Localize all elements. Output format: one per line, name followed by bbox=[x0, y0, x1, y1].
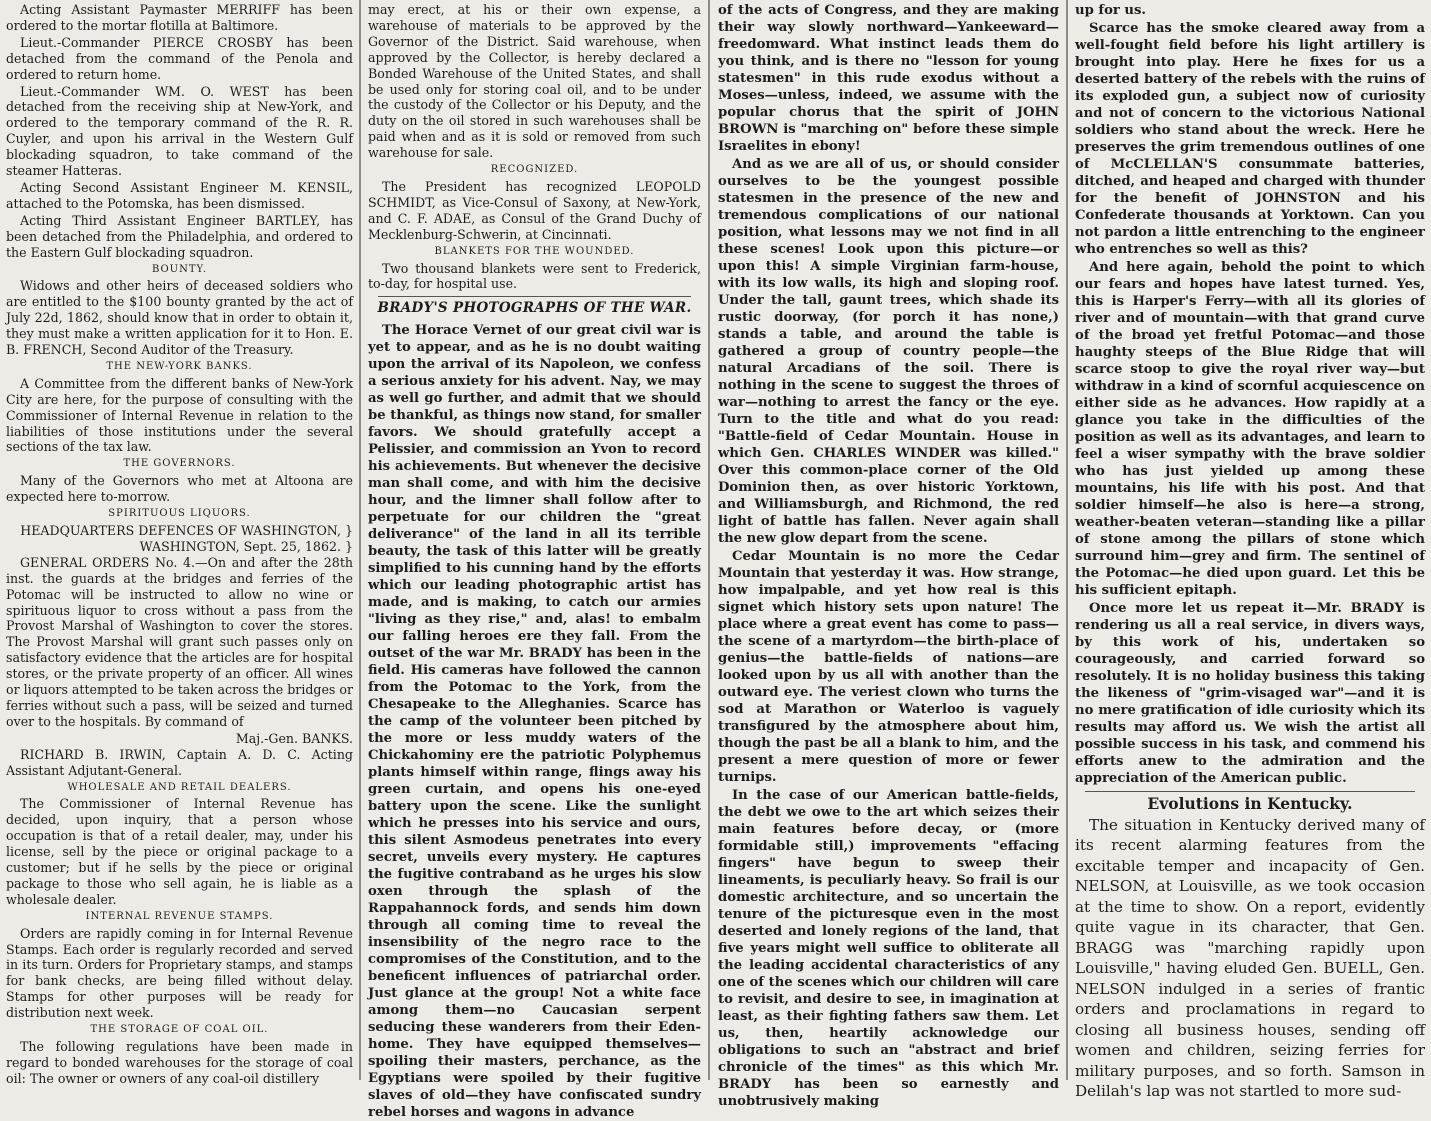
section-heading-governors: THE GOVERNORS. bbox=[123, 458, 236, 470]
article-paragraph: Two thousand blankets were sent to Frederick, to-day, for hospital use. bbox=[368, 260, 701, 292]
article-paragraph: Lieut.-Commander WM. O. WEST has been detached from the receiving ship at New-York, and ordered to the temporary command of the R. R. Cuyler, and upon his arrival in the Western Gulf blockading squadron, to take command of the steamer Hatteras. bbox=[6, 83, 353, 179]
column-3 bbox=[712, 0, 1065, 1109]
article-paragraph: The Commissioner of Internal Revenue has decided, upon inquiry, that a person whose occupation is that of a retail dealer, may, under his license, sell by the piece or original package to a customer; but if he sells by the piece or original package to those who sell again, he is liable as a wholesale dealer. bbox=[6, 796, 353, 907]
section-divider bbox=[1085, 791, 1415, 792]
article-paragraph: And as we are all of us, or should consider ourselves to be the youngest possible statesmen in the presence of the new and tremendous complications of our national position, what lessons may we not find in all these scenes! Look upon this picture—or upon this! A simple Virginian farm-house, with its low walls, its high and sloping roof. Under the tall, gaunt trees, which shade its rustic doorway, (for porch it has none,) stands a table, and around the table is gathered a group of country people—the natural Arcadians of the soil. There is nothing in the scene to suggest the throes of war—nothing to arrest the fancy or the eye. Turn to the title and what do you read: "Battle-field of Cedar Mountain. House in which Gen. CHARLES WINDER was killed." Over this common-place corner of the Old Dominion then, as over historic Yorktown, and Williamsburgh, and Richmond, the red light of battle has fallen. Never again shall the new glow depart from the scene. bbox=[718, 157, 1059, 546]
article-paragraph: up for us. bbox=[1075, 3, 1147, 18]
article-paragraph: Scarce has the smoke cleared away from a well-fought field before his light artillery is brought into play. Here he fixes for us a deserted battery of the rebels with the ruins of its exploded gun, a subject now of curiosity and not of concern to the victorious National soldiers who stand about the wreck. Here he preserves the grim tremendous outlines of one of McCLELLAN'S consummate batteries, ditched, and heaped and charged with thunder for the benefit of JOHNSTON and his Confederate thousands at Yorktown. Can you not pardon a little entrenching to the engineer who entrenches so well as this? bbox=[1075, 21, 1425, 257]
section-heading-coal-oil: THE STORAGE OF COAL OIL. bbox=[90, 1024, 269, 1036]
column-4 bbox=[1069, 0, 1431, 1101]
section-heading-stamps: INTERNAL REVENUE STAMPS. bbox=[85, 910, 274, 922]
article-paragraph: Acting Second Assistant Engineer M. KENSIL, attached to the Potomska, has been dismissed. bbox=[6, 179, 353, 211]
article-body-brady-continued bbox=[1075, 2, 1425, 787]
article-paragraph: Widows and other heirs of deceased soldiers who are entitled to the $100 bounty granted by the act of July 22d, 1862, should know that in order to obtain it, they must make a written application for it to Hon. E. B. FRENCH, Second Auditor of the Treasury. bbox=[6, 278, 353, 358]
column-rule bbox=[359, 0, 361, 1080]
article-paragraph: The President has recognized LEOPOLD SCHMIDT, as Vice-Consul of Saxony, at New-York, and C. F. ADAE, as Consul of the Grand Duchy of Mecklenburg-Schwerin, at Cincinnati. bbox=[368, 178, 701, 242]
dateline-line: WASHINGTON, Sept. 25, 1862. } bbox=[139, 538, 353, 554]
article-title-brady: BRADY'S PHOTOGRAPHS OF THE WAR. bbox=[377, 300, 692, 317]
article-paragraph: The following regulations have been made in regard to bonded warehouses for the storage of coal oil: The owner or owners of any coal-oil distillery bbox=[6, 1039, 353, 1086]
section-heading-dealers: WHOLESALE AND RETAIL DEALERS. bbox=[67, 781, 292, 793]
article-paragraph: Orders are rapidly coming in for Internal Revenue Stamps. Each order is regularly recorded and served in its turn. Orders for Proprietary stamps, and stamps for bank checks, are being filled without delay. Stamps for other purposes will be ready for distribution next week. bbox=[6, 925, 353, 1021]
article-paragraph: In the case of our American battle-fields, the debt we owe to the art which seizes their main features before decay, or (more formidable still,) improvements "effacing fingers" have begun to sweep their lineaments, is peculiarly heavy. So frail is our domestic architecture, and so uncertain the tenure of the picturesque even in the most deserted and lonely regions of the land, that five years might well suffice to obliterate all the leading accidental characteristics of any one of the scenes which our children will care to revisit, and desire to see, in imagination at least, as their fighting fathers saw them. Let us, then, heartily acknowledge our obligations to such an "abstract and brief chronicle of the times" as this which Mr. BRADY has been so earnestly and unobtrusively making bbox=[718, 788, 1059, 1109]
article-title-kentucky: Evolutions in Kentucky. bbox=[1147, 794, 1353, 813]
section-heading-recognized: RECOGNIZED. bbox=[490, 164, 579, 176]
article-paragraph: The Horace Vernet of our great civil war is yet to appear, and as he is no doubt waiting upon the arrival of its Napoleon, we confess a serious anxiety for his advent. Nay, we may as well go further, and admit that we should be thankful, as things now stand, for smaller favors. We should gratefully accept a Pelissier, and commission an Yvon to record his achievements. But whenever the decisive man shall come, and with him the decisive hour, and the limner shall follow after to perpetuate for our children the "great deliverance" of the land in all its terrible beauty, the task of this latter will be greatly simplified to his cunning hand by the efforts which our leading photographic artist has made, and is making, to catch our armies "living as they rise," and, alas! to embalm our falling heroes ere they fall. From the outset of the war Mr. BRADY has been in the field. His cameras have followed the cannon from the Potomac to the York, from the Chesapeake to the Alleghanies. Scarce has the camp of the volunteer been pitched by the more or less muddy waters of the Chickahominy ere the patriotic Polyphemus plants himself within range, flings away his green curtain, and opens his one-eyed battery upon the scene. Like the sunlight which he presses into his service and ours, this silent Asmodeus penetrates into every secret, unveils every mystery. He captures the fugitive contraband as he urges his slow oxen through the splash of the Rappahannock fords, and sends him down through all coming time to reveal the insensibility of the negro race to the compromises of the Constitution, and to the beneficent influences of patriarchal order. Just glance at the group! Not a white face among them—no Caucasian serpent seducing these wanderers from their Eden-home. They have equipped themselves—spoiling their masters, perchance, as the Egyptians were spoiled by their fugitive slaves of old—they have confiscated sundry rebel horses and wagons in advance bbox=[368, 323, 701, 1121]
article-paragraph: RICHARD B. IRWIN, Captain A. D. C. Acting Assistant Adjutant-General. bbox=[6, 746, 353, 778]
section-heading-bounty: BOUNTY. bbox=[151, 263, 208, 275]
article-paragraph: Once more let us repeat it—Mr. BRADY is rendering us all a real service, in divers ways, by this work of his, undertaken so courageously, and carried forward so resolutely. It is no holiday business this taking the likeness of "grim-visaged war"—and it is no mere gratification of idle curiosity which its results may afford us. We wish the artist all possible success in his task, and commend his efforts anew to the admiration and the appreciation of the American public. bbox=[1075, 601, 1425, 786]
article-paragraph: A Committee from the different banks of New-York City are here, for the purpose of consulting with the Commissioner of Internal Revenue in relation to the liabilities of those institutions under the several sections of the tax law. bbox=[6, 375, 353, 455]
column-1 bbox=[0, 0, 359, 1086]
article-paragraph: The situation in Kentucky derived many of its recent alarming features from the excitable temper and incapacity of Gen. NELSON, at Louisville, as we took occasion at the time to show. On a report, evidently quite vague in its character, that Gen. BRAGG was "marching rapidly upon Louisville," having eluded Gen. BUELL, Gen. NELSON indulged in a series of frantic orders and proclamations in regard to closing all business houses, sending off women and children, seizing ferries for military purposes, and so forth. Samson in Delilah's lap was not startled to more sud- bbox=[1075, 815, 1425, 1101]
article-paragraph: may erect, at his or their own expense, a warehouse of materials to be approved by the Governor of the District. Said warehouse, when approved by the Collector, is hereby declared a Bonded Warehouse of the United States, and shall be used only for storing coal oil, and to be under the custody of the Collector or his Deputy, and the duty on the oil stored in such warehouses shall be paid when and as it is sold or removed from such warehouse for sale. bbox=[368, 2, 701, 161]
section-heading-banks: THE NEW-YORK BANKS. bbox=[106, 360, 253, 372]
column-rule bbox=[708, 0, 710, 1080]
article-paragraph: Acting Third Assistant Engineer BARTLEY, has been detached from the Philadelphia, and ordered to the Eastern Gulf blockading squadron. bbox=[6, 212, 353, 260]
section-heading-liquors: SPIRITUOUS LIQUORS. bbox=[108, 508, 251, 520]
article-paragraph: Acting Assistant Paymaster MERRIFF has been ordered to the mortar flotilla at Baltimore. bbox=[6, 2, 353, 33]
signature: Maj.-Gen. BANKS. bbox=[235, 730, 353, 746]
article-paragraph: of the acts of Congress, and they are making their way slowly northward—Yankeeward—freedomward. What instinct leads them do you think, and is there no "lesson for young statesmen" in this rude exodus without a Moses—unless, indeed, we assume with the popular chorus that the spirit of JOHN BROWN is "marching on" before these simple Israelites in ebony! bbox=[718, 3, 1059, 154]
article-body-brady bbox=[368, 322, 701, 1121]
column-2 bbox=[362, 0, 707, 1121]
article-paragraph: And here again, behold the point to which our fears and hopes have latest turned. Yes, this is Harper's Ferry—with all its glories of river and of mountain—with that grand curve of the broad yet fretful Potomac—and those haughty steeps of the Blue Ridge that will scarce stoop to give the royal river way—but withdraw in a kind of scornful acquiescence on either side as he advances. How rapidly at a glance you take in the difficulties of the position as well as its advantages, and learn to feel a wiser sympathy with the brave soldier who has just yielded up among these mountains, his life with his post. And that soldier himself—he also is here—a strong, weather-beaten veteran—standing like a pillar of stone among the pillars of stone which surround him—grey and firm. The sentinel of the Potomac—he died upon guard. Let this be his sufficient epitaph. bbox=[1075, 260, 1425, 598]
article-paragraph: GENERAL ORDERS No. 4.—On and after the 28th inst. the guards at the bridges and ferries of the Potomac will be instructed to allow no wine or spirituous liquor to cross without a pass from the Provost Marshal of Washington to cover the stores. The Provost Marshal will grant such passes only on satisfactory evidence that the articles are for hospital stores, or the private property of an officer. All wines or liquors attempted to be taken across the bridges or ferries without such a pass, will be seized and turned over to the hospitals. By command of bbox=[6, 554, 353, 729]
article-paragraph: Many of the Governors who met at Altoona are expected here to-morrow. bbox=[6, 473, 353, 505]
article-paragraph: Lieut.-Commander PIERCE CROSBY has been detached from the command of the Penola and ordered to return home. bbox=[6, 34, 353, 82]
section-heading-blankets: BLANKETS FOR THE WOUNDED. bbox=[434, 245, 635, 257]
article-paragraph: Cedar Mountain is no more the Cedar Mountain that yesterday it was. How strange, how impalpable, and yet how real is this signet which history sets upon nature! The place where a great event has come to pass—the scene of a martyrdom—the birth-place of genius—the battle-fields of nations—are looked upon by us all with another than the outward eye. The veriest clown who turns the sod at Marathon or Waterloo is vaguely transfigured by the atmosphere about him, though the past be all a blank to him, and the present a mere question of more or fewer turnips. bbox=[718, 549, 1059, 785]
section-divider bbox=[378, 296, 691, 297]
article-body-kentucky bbox=[1075, 815, 1425, 1102]
column-rule bbox=[1066, 0, 1068, 1080]
dateline-line: HEADQUARTERS DEFENCES OF WASHINGTON, } bbox=[20, 523, 353, 538]
